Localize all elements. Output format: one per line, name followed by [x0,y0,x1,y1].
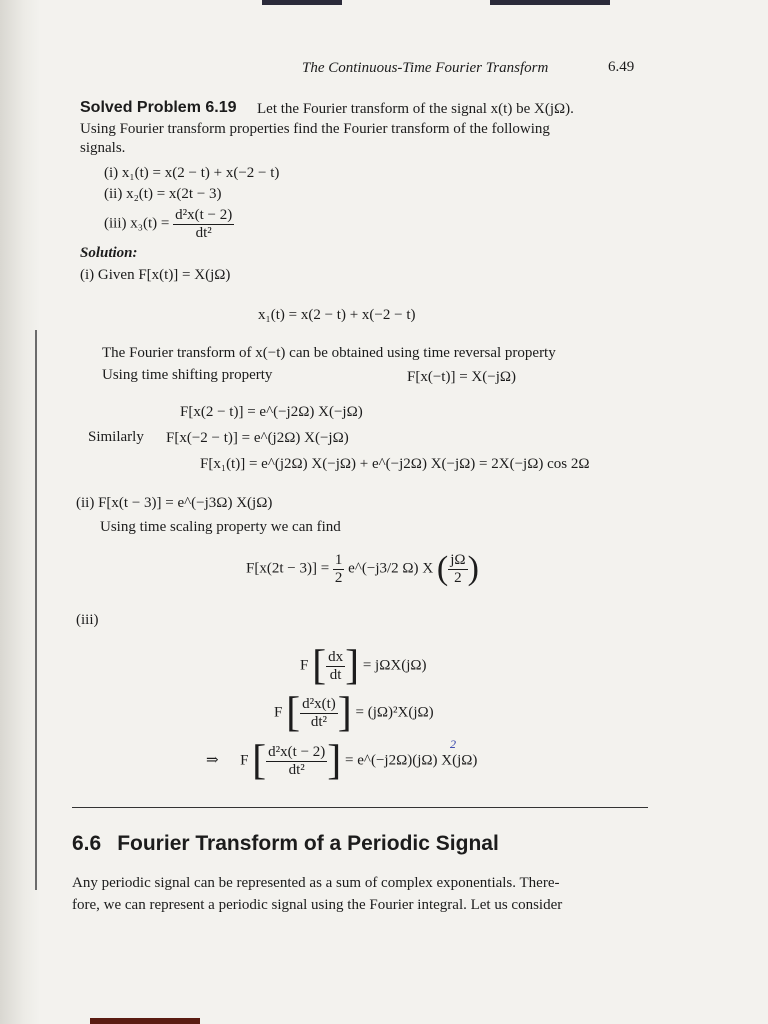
section-divider [72,807,648,808]
solution-part1-given: (i) Given F[x(t)] = X(jΩ) [80,267,231,283]
problem-statement-line3: signals. [80,140,126,156]
page-number: 6.49 [608,59,635,75]
eq3a-num: dx [328,649,344,665]
eq3a-den: dt [329,666,342,683]
handwritten-annotation: 2 [450,737,456,751]
eq2-coefficient [333,552,345,586]
eq3c-rbracket: ] [327,738,342,784]
eq3c-den: dt² [288,761,305,778]
solution-part1-eq-shift2: F[x(−2 − t)] = e^(j2Ω) X(−jΩ) [166,430,349,446]
eq2-argument [448,552,467,586]
implies-arrow: ⇒ [206,752,219,769]
problem-item-3 [104,207,234,241]
top-scrap-left [262,0,342,5]
solution-heading: Solution: [80,245,138,261]
solution-part3-eq3 [206,740,477,782]
eq3a-fraction [326,649,345,683]
problem-item-3-num: d²x(t − 2) [175,207,233,223]
solution-part1-eq-center: x₁(t) = x(2 − t) + x(−2 − t) [258,307,416,323]
eq2-open-paren: ( [436,550,449,587]
problem-item-3-den: dt² [195,224,212,241]
eq3c-F: F [240,752,249,769]
eq2-coef-den: 2 [334,569,343,586]
running-title: The Continuous-Time Fourier Transform [302,60,549,76]
solution-part1-text1: The Fourier transform of x(−t) can be obtained using time reversal property [102,345,556,361]
page-gutter-shadow [0,0,40,1024]
eq2-exp: e^(−j3/2 Ω) [348,560,419,577]
binding-edge [35,330,37,890]
eq2-arg-num: jΩ [450,552,466,568]
solution-part1-eq-shift1: F[x(2 − t)] = e^(−j2Ω) X(−jΩ) [180,404,363,420]
section-number: 6.6 [72,832,102,855]
top-scrap-right [490,0,610,5]
section-para-line2: fore, we can represent a periodic signal using the Fourier integral. Let us consider [72,897,563,913]
eq3b-lbracket: [ [286,690,301,736]
section-para-line1: Any periodic signal can be represented as a sum of complex exponentials. There- [72,875,560,891]
eq3c-rhs: = e^(−j2Ω)(jΩ) X(jΩ) [345,752,478,769]
bottom-scrap [90,1018,200,1024]
solution-part2-eq1: (ii) F[x(t − 3)] = e^(−j3Ω) X(jΩ) [76,495,273,511]
eq3c-num: d²x(t − 2) [268,744,326,760]
eq3b-den: dt² [310,713,327,730]
eq3a-lbracket: [ [312,643,327,689]
eq2-close-paren: ) [467,550,479,587]
eq3a-rhs: = jΩX(jΩ) [362,657,427,674]
solution-part1-similarly: Similarly [88,429,144,445]
solution-part3-eq1 [300,645,427,687]
section-title: Fourier Transform of a Periodic Signal [117,832,499,855]
solution-part3-label: (iii) [76,612,99,628]
solution-part2-text: Using time scaling property we can find [100,519,341,535]
problem-item-1: (i) x₁(t) = x(2 − t) + x(−2 − t) [104,165,280,181]
solution-part3-eq2 [274,692,434,734]
eq3c-lbracket: [ [252,738,267,784]
problem-statement-line2: Using Fourier transform properties find the Fourier transform of the following [80,121,550,137]
solution-part2-eq2 [246,552,479,586]
eq2-coef-num: 1 [334,552,343,568]
eq2-lhs: F[x(2t − 3)] = [246,560,330,577]
eq3b-F: F [274,704,283,721]
eq2-X: X [422,560,434,577]
section-paragraph [72,872,650,916]
eq3b-num: d²x(t) [302,696,336,712]
problem-item-3-fraction [173,207,234,241]
eq3b-rhs: = (jΩ)²X(jΩ) [355,704,434,721]
problem-label: Solved Problem 6.19 [80,99,237,116]
section-heading [72,832,499,856]
solution-part1-eq-result: F[x₁(t)] = e^(j2Ω) X(−jΩ) + e^(−j2Ω) X(−jΩ) = 2X(−jΩ) cos 2Ω [200,456,590,472]
eq3b-rbracket: ] [337,690,352,736]
problem-item-2: (ii) x₂(t) = x(2t − 3) [104,186,222,202]
solution-part1-eq-reversal: F[x(−t)] = X(−jΩ) [407,369,517,385]
solution-part1-text2: Using time shifting property [102,367,273,383]
eq3c-fraction [266,744,327,778]
eq3a-rbracket: ] [345,643,360,689]
eq3b-fraction [300,696,338,730]
eq2-arg-den: 2 [454,569,462,586]
problem-statement-line1: Let the Fourier transform of the signal x(t) be X(jΩ). [257,101,574,117]
problem-item-3-prefix: (iii) x₃(t) = [104,215,170,232]
eq3a-F: F [300,657,309,674]
